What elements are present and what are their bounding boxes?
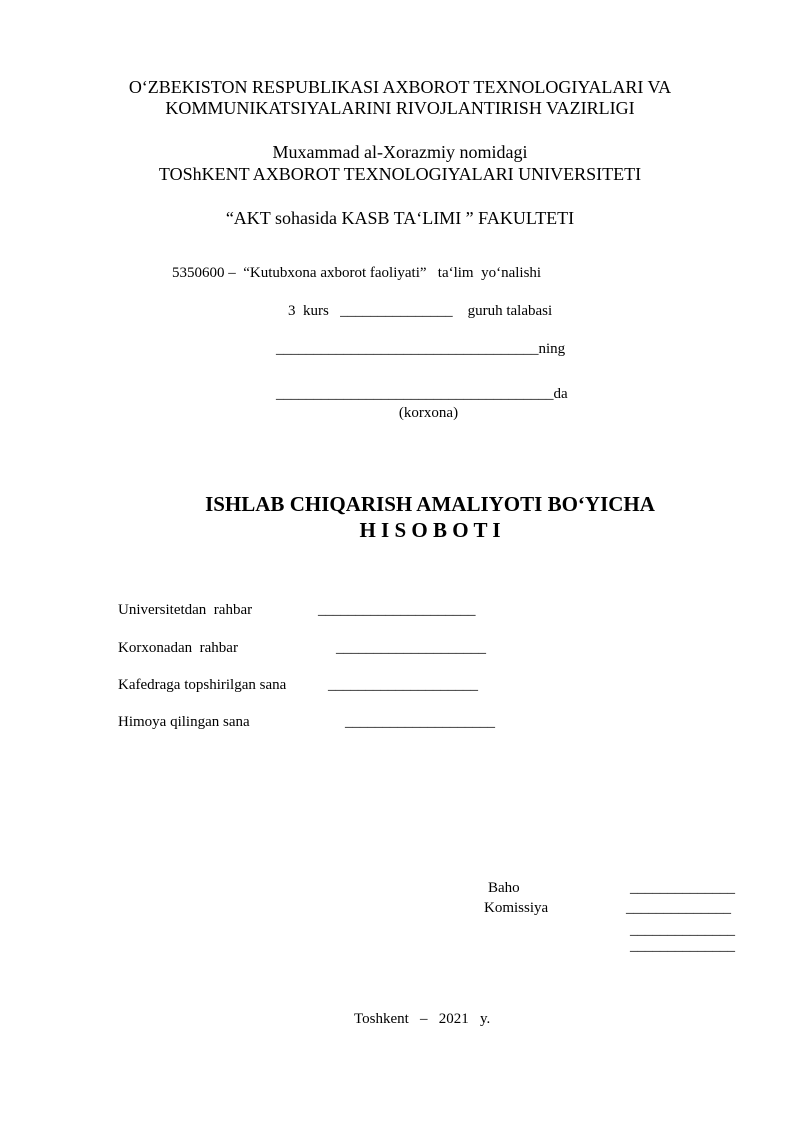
komissiya-blank-2: ______________ (630, 922, 735, 938)
baho-blank: ______________ (630, 880, 735, 896)
university-line-1: Muxammad al-Xorazmiy nomidagi (272, 142, 528, 162)
signature-label-company: Korxonadan rahbar (118, 640, 238, 656)
baho-label: Baho (488, 880, 520, 896)
organization-line: _____________________________________da (276, 386, 568, 402)
komissiya-blank-3: ______________ (630, 938, 735, 954)
komissiya-blank-1: ______________ (626, 900, 731, 916)
ministry-line-2: KOMMUNIKATSIYALARINI RIVOJLANTIRISH VAZIRLIGI (165, 98, 635, 118)
course-group-line: 3 kurs _______________ guruh talabasi (288, 303, 553, 319)
signature-blank-university: _____________________ (318, 602, 476, 618)
faculty-name: “AKT sohasida KASB TA‘LIMI ” FAKULTETI (225, 208, 575, 228)
signature-label-defense-date: Himoya qilingan sana (118, 714, 250, 730)
signature-label-university: Universitetdan rahbar (118, 602, 253, 618)
university-line-2: TOShKENT AXBOROT TEXNOLOGIYALARI UNIVERSITETI (158, 164, 642, 184)
ministry-line-1: O‘ZBEKISTON RESPUBLIKASI AXBOROT TEXNOLOGIYALARI VA (128, 77, 672, 97)
study-direction: 5350600 – “Kutubxona axborot faoliyati” ta‘lim yo‘nalishi (172, 265, 542, 281)
report-title-line-1: ISHLAB CHIQARISH AMALIYOTI BO‘YICHA (205, 492, 655, 516)
signature-label-submitted-date: Kafedraga topshirilgan sana (118, 677, 287, 693)
signature-blank-defense-date: ____________________ (345, 714, 495, 730)
student-name-line: ___________________________________ning (276, 341, 566, 357)
signature-blank-company: ____________________ (336, 640, 486, 656)
report-title-line-2: H I S O B O T I (359, 518, 501, 542)
organization-caption: (korxona) (398, 405, 459, 421)
komissiya-label: Komissiya (484, 900, 549, 916)
city-year: Toshkent – 2021 y. (354, 1011, 491, 1027)
signature-blank-submitted-date: ____________________ (328, 677, 478, 693)
